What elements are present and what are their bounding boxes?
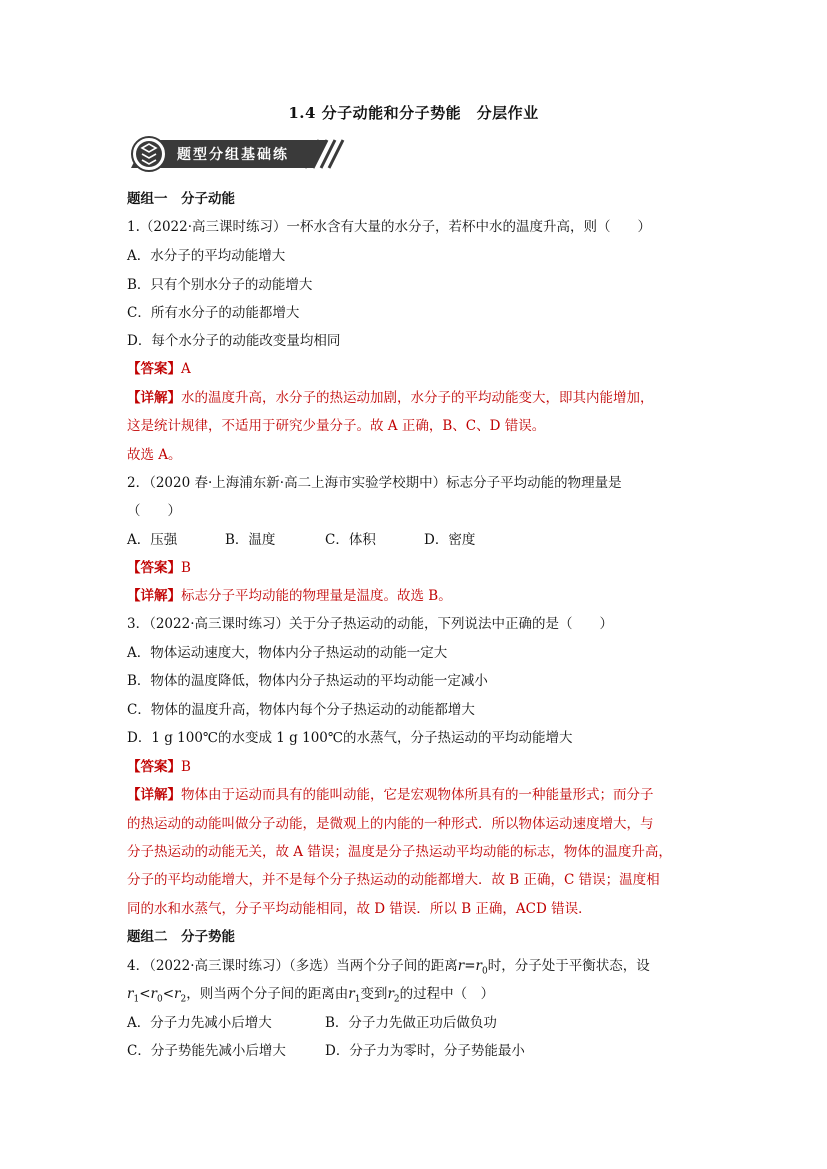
stem-part: ，则当两个分子间的距离由 [186, 986, 349, 1002]
question-3-detail-1 [127, 786, 654, 804]
question-2-stem: 2．（2020 春·上海浦东新·高二上海市实验学校期中）标志分子平均动能的物理量是 [127, 475, 622, 491]
question-2-stem-paren: （ ） [127, 503, 181, 519]
group-heading-1: 题组一 分子动能 [127, 191, 235, 207]
answer-value: A [181, 361, 191, 377]
question-2-answer [127, 559, 191, 577]
banner-label: 题型分组基础练 [177, 147, 289, 163]
section-banner [127, 136, 345, 172]
answer-value: B [181, 560, 191, 576]
answer-tag: 【答案】 [127, 560, 181, 576]
question-3-option-b: B．物体的温度降低，物体内分子热运动的平均动能一定减小 [127, 673, 488, 689]
stem-part: 4．（2022·高三课时练习）（多选）当两个分子间的距离 [127, 958, 458, 974]
question-2-option-b: B．温度 [225, 532, 276, 548]
question-3-detail-4: 分子的平均动能增大，并不是每个分子热运动的动能都增大．故 B 正确，C 错误；温度相 [127, 872, 660, 888]
page-title: 1.4 分子动能和分子势能 分层作业 [288, 104, 539, 122]
question-1-detail-1 [127, 389, 654, 407]
question-4-stem-line-1: 4．（2022·高三课时练习）（多选）当两个分子间的距离$r=r_0$时，分子处于平衡状态，设 [127, 958, 650, 977]
question-1-option-c: C．所有水分子的动能都增大 [127, 305, 300, 321]
question-4-stem-line-2: $r_1<r_0<r_2$，则当两个分子间的距离由$r_1$变到$r_2$的过程中（ ） [127, 986, 495, 1005]
question-2-option-a: A．压强 [127, 532, 178, 548]
question-4-option-d: D．分子力为零时，分子势能最小 [325, 1043, 525, 1059]
question-3-detail-2: 的热运动的动能叫做分子动能，是微观上的内能的一种形式．所以物体运动速度增大，与 [127, 816, 654, 832]
question-3-detail-5: 同的水和水蒸气，分子平均动能相同，故 D 错误．所以 B 正确，ACD 错误． [127, 901, 592, 917]
stem-part: 变到 [360, 986, 388, 1002]
question-3-answer [127, 758, 191, 776]
answer-tag: 【答案】 [127, 361, 181, 377]
stem-part: 时，分子处于平衡状态，设 [487, 958, 650, 974]
question-2-detail [127, 587, 452, 605]
question-2-option-c: C．体积 [325, 532, 376, 548]
detail-tag: 【详解】 [127, 787, 181, 803]
detail-text: 物体由于运动而具有的能叫动能，它是宏观物体所具有的一种能量形式；而分子 [181, 787, 654, 803]
question-1-option-d: D．每个水分子的动能改变量均相同 [127, 333, 341, 349]
question-1-option-b: B．只有个别水分子的动能增大 [127, 277, 313, 293]
question-1-detail-3: 故选 A。 [127, 447, 182, 463]
question-4-option-c: C．分子势能先减小后增大 [127, 1043, 286, 1059]
question-1-answer [127, 360, 191, 378]
question-4-option-a: A．分子力先减小后增大 [127, 1015, 272, 1031]
question-3-detail-3: 分子热运动的动能无关，故 A 错误；温度是分子热运动平均动能的标志，物体的温度升高， [127, 844, 672, 860]
answer-value: B [181, 759, 191, 775]
detail-tag: 【详解】 [127, 588, 181, 604]
detail-text: 标志分子平均动能的物理量是温度。故选 B。 [181, 588, 452, 604]
stem-part: 的过程中（ ） [399, 986, 495, 1002]
group-heading-2: 题组二 分子势能 [127, 929, 235, 945]
question-4-option-b: B．分子力先做正功后做负功 [325, 1015, 497, 1031]
answer-tag: 【答案】 [127, 759, 181, 775]
question-1-stem: 1.（2022·高三课时练习）一杯水含有大量的水分子，若杯中水的温度升高，则（ ） [127, 219, 652, 235]
question-3-option-d: D．1 g 100℃的水变成 1 g 100℃的水蒸气，分子热运动的平均动能增大 [127, 730, 573, 746]
question-3-stem: 3．（2022·高三课时练习）关于分子热运动的动能，下列说法中正确的是（ ） [127, 616, 613, 632]
detail-text: 水的温度升高，水分子的热运动加剧，水分子的平均动能变大，即其内能增加， [181, 390, 654, 406]
question-1-detail-2: 这是统计规律，不适用于研究少量分子。故 A 正确，B、C、D 错误。 [127, 418, 546, 434]
question-3-option-a: A．物体运动速度大，物体内分子热运动的动能一定大 [127, 645, 448, 661]
detail-tag: 【详解】 [127, 390, 181, 406]
question-3-option-c: C．物体的温度升高，物体内每个分子热运动的动能都增大 [127, 702, 475, 718]
question-1-option-a: A．水分子的平均动能增大 [127, 248, 286, 264]
question-2-option-d: D．密度 [424, 532, 476, 548]
